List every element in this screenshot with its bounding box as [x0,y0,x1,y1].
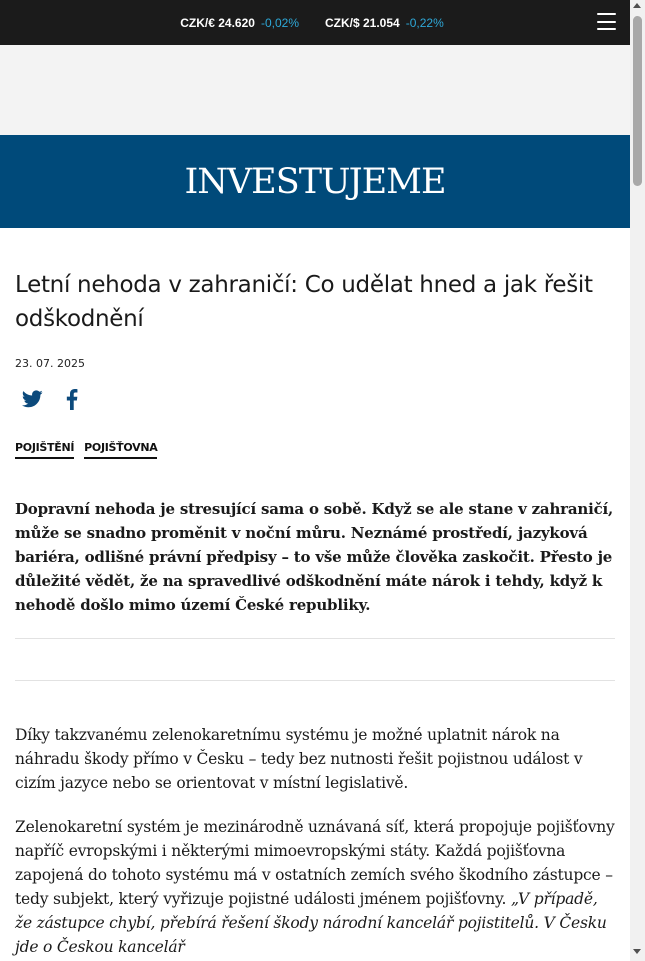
divider [15,638,615,639]
paragraph-text: Díky takzvanému zelenokaretnímu systému je možné uplatnit nárok na náhradu škody přímo v Česku – tedy bez nutnosti řešit pojistnou událost v cizím jazyce nebo se orientovat v místní legislativě. [15,726,583,792]
brand-header [0,135,630,228]
rate-eur-change: -0,02% [260,15,299,30]
article [0,268,630,959]
article-lead: Dopravní nehoda je stresující sama o sobě. Když se ale stane v zahraničí, může se snadno proměnit v noční můru. Neznámé prostředí, jazyková bariéra, odlišné právní předpisy – to vše může člověka zaskočit. Přesto je důležité vědět, že na spravedlivé odškodnění máte nárok i tehdy, když k nehodě došlo mimo území České republiky. [15,500,614,614]
scroll-down-arrow-icon[interactable] [633,949,641,954]
scrollbar[interactable] [630,0,645,961]
article-tags [15,441,615,459]
site-logo[interactable]: INVESTUJEME [184,161,446,202]
rate-usd-change: -0,22% [405,15,444,30]
article-body [15,723,615,959]
article-title: Letní nehoda v zahraničí: Co udělat hned a jak řešit odškodnění [15,272,593,332]
rate-eur [180,16,299,30]
hamburger-icon[interactable] [597,13,616,30]
share-buttons [15,386,615,412]
tag-pojistovna[interactable]: POJIŠŤOVNA [84,441,157,459]
rate-eur-label: CZK/€ 24.620 [180,15,255,30]
paragraph [15,723,615,795]
tag-pojisteni[interactable]: POJIŠTĚNÍ [15,441,74,459]
exchange-rates [180,16,444,30]
twitter-icon[interactable] [22,390,43,408]
scroll-thumb[interactable] [633,16,642,186]
scroll-up-arrow-icon[interactable] [633,3,641,8]
paragraph-quote: „V případě, že zástupce chybí, přebírá řešení škody národní kancelář pojistitelů. V Česku jde o Českou kancelář [15,890,607,956]
rate-usd-label: CZK/$ 21.054 [325,15,400,30]
rate-usd [325,16,444,30]
article-date: 23. 07. 2025 [15,357,85,370]
paragraph [15,815,615,959]
top-bar [0,0,630,45]
ad-space [0,45,630,135]
paragraph-text: Zelenokaretní systém je mezinárodně uznávaná síť, která propojuje pojišťovny napříč evropskými i některými mimoevropskými státy. Každá pojišťovna zapojená do tohoto systému má v ostatních zemích svého škodního zástupce – tedy subjekt, který vyřizuje pojistné události jménem pojišťovny. [15,818,615,908]
facebook-icon[interactable] [66,389,78,410]
divider [15,680,615,681]
